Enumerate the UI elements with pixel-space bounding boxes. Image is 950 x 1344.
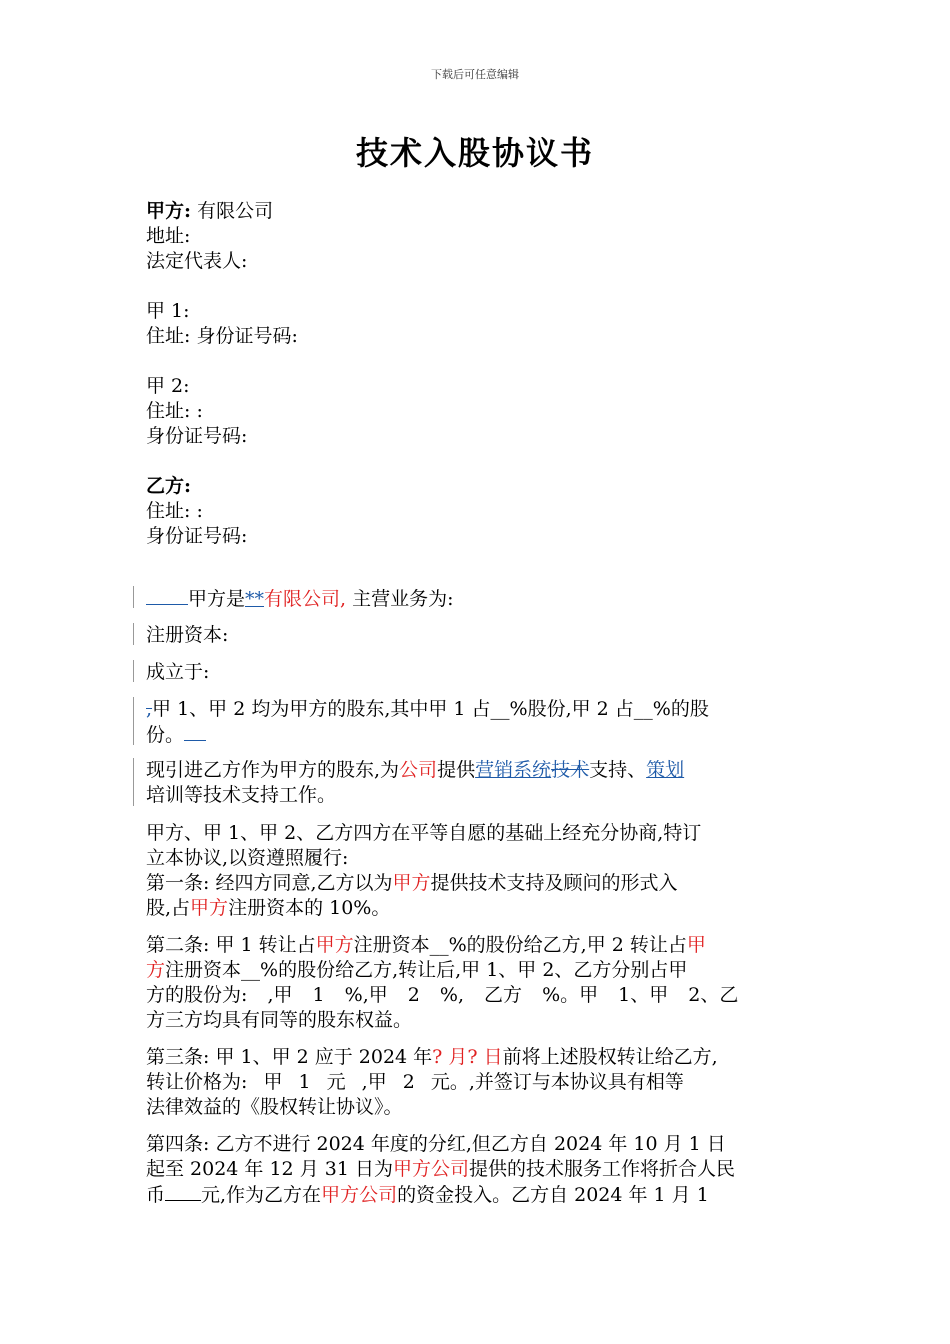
change-bar — [133, 660, 134, 682]
text: 元,作为乙方在 — [201, 1184, 322, 1206]
a2-address: 住址: : — [146, 400, 203, 422]
text: 注册资本__%的股份给乙方,甲 2 转让占 — [353, 934, 687, 956]
change-bar — [133, 586, 134, 608]
text: 提供的技术服务工作将折合人民 — [468, 1158, 735, 1180]
text: 主营业务为: — [352, 588, 454, 610]
text: 第一条: 经四方同意,乙方以为 — [146, 872, 393, 894]
change-bar — [133, 623, 134, 645]
party-ref: 方 — [146, 959, 166, 981]
text: 的资金投入。乙方自 2024 年 1 月 1 — [397, 1184, 709, 1206]
company-name: 有限公司, — [264, 588, 347, 610]
intro-registered-capital: 注册资本: — [146, 624, 229, 646]
stars-placeholder: ** — [245, 588, 265, 610]
text: 份。 — [146, 724, 185, 746]
text: 注册资本__%的股份给乙方,转让后,甲 1、甲 2、乙方分别占甲 — [165, 959, 688, 981]
a2-label: 甲 2: — [146, 375, 190, 397]
company-ref: 公司 — [399, 759, 438, 781]
party-a-section — [146, 199, 810, 274]
article-2 — [146, 933, 810, 1033]
text: 起至 2024 年 12 月 31 日为 — [146, 1158, 393, 1180]
text: 提供 — [437, 759, 476, 781]
text: 甲方是 — [188, 588, 246, 610]
party-a-address: 地址: — [146, 225, 191, 247]
deleted-text: 技术 — [551, 759, 590, 781]
intro-paragraph-1 — [146, 586, 810, 612]
text: 立本协议,以资遵照履行: — [146, 847, 349, 869]
a1-address-id: 住址: 身份证号码: — [146, 325, 298, 347]
party-b-section — [146, 474, 810, 549]
party-b-address: 住址: : — [146, 500, 203, 522]
text: 第四条: 乙方不进行 2024 年度的分红,但乙方自 2024 年 10 月 1 日 — [146, 1133, 726, 1155]
blank-underline — [146, 586, 188, 605]
change-bar — [133, 758, 134, 806]
text: 法律效益的《股权转让协议》。 — [146, 1096, 403, 1118]
page-header: 下载后可任意编辑 — [431, 68, 519, 81]
party-a-legal-rep: 法定代表人: — [146, 250, 248, 272]
text: 支持、 — [589, 759, 647, 781]
document-title: 技术入股协议书 — [355, 134, 594, 172]
text: 提供技术支持及顾问的形式入 — [430, 872, 678, 894]
party-ref: 甲方 — [190, 897, 229, 919]
inserted-text: 营销系统 — [475, 759, 552, 781]
party-ref: 甲方 — [392, 872, 431, 894]
text: 前将上述股权转让给乙方, — [502, 1046, 718, 1068]
party-ref: 甲方 — [315, 934, 354, 956]
text: 方的股份为: ,甲 1 %,甲 2 %, 乙方 %。甲 1、甲 2、乙 — [146, 984, 739, 1006]
party-b-id: 身份证号码: — [146, 525, 248, 547]
text: 方三方均具有同等的股东权益。 — [146, 1009, 413, 1031]
blank-underline — [184, 722, 206, 741]
party-ref: 甲方公司 — [392, 1158, 469, 1180]
text: 股,占 — [146, 897, 191, 919]
text: 第三条: 甲 1、甲 2 应于 2024 年 — [146, 1046, 433, 1068]
text: 甲方、甲 1、甲 2、乙方四方在平等自愿的基础上经充分协商,特订 — [146, 822, 702, 844]
blank-underline — [165, 1182, 201, 1201]
a2-section — [146, 374, 810, 449]
inserted-text: 策划 — [646, 759, 685, 781]
text: 第二条: 甲 1 转让占 — [146, 934, 316, 956]
party-a-name: 有限公司 — [197, 200, 274, 222]
agreement-preamble — [146, 821, 810, 921]
change-bar — [133, 697, 134, 745]
article-4 — [146, 1132, 810, 1208]
article-3 — [146, 1045, 810, 1120]
deleted-mark: , — [146, 698, 153, 720]
text: 注册资本的 10%。 — [228, 897, 391, 919]
a2-id: 身份证号码: — [146, 425, 248, 447]
text: 甲 1、甲 2 均为甲方的股东,其中甲 1 占__%股份,甲 2 占__%的股 — [152, 698, 709, 720]
party-ref: 甲方公司 — [321, 1184, 398, 1206]
intro-shareholders — [146, 697, 810, 748]
intro-established: 成立于: — [146, 661, 210, 683]
party-ref: 甲 — [686, 934, 706, 956]
text: 转让价格为: 甲 1 元 ,甲 2 元。,并签订与本协议具有相等 — [146, 1071, 684, 1093]
party-a-label: 甲方: — [146, 200, 192, 222]
text: 培训等技术支持工作。 — [146, 784, 337, 806]
text: 币 — [146, 1184, 166, 1206]
a1-section — [146, 299, 810, 349]
intro-introduce-b — [146, 758, 810, 808]
date-placeholder: ? 月? 日 — [432, 1046, 503, 1068]
text: 现引进乙方作为甲方的股东,为 — [146, 759, 400, 781]
a1-label: 甲 1: — [146, 300, 190, 322]
party-b-label: 乙方: — [146, 475, 192, 497]
